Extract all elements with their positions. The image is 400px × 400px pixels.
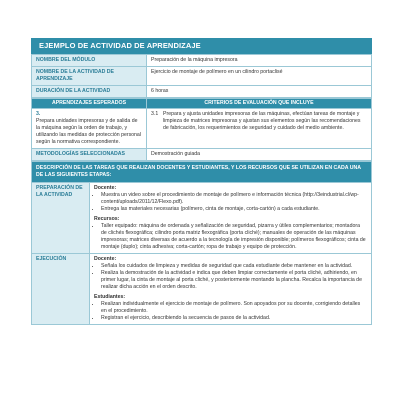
preparation-resources-list: [94, 223, 367, 251]
module-value: Preparación de la máquina impresora: [147, 55, 372, 67]
activity-value: Ejercicio de montaje de polímero en un cilindro portaclisé: [147, 67, 372, 86]
document-title: EJEMPLO DE ACTIVIDAD DE APRENDIZAJE: [31, 38, 372, 54]
activity-label: NOMBRE DE LA ACTIVIDAD DE APRENDIZAJE: [32, 67, 147, 86]
learning-table: [31, 98, 372, 161]
list-item: • Realizan individualmente el ejercicio de montaje de polímero. Son apoyados por su docente, corrigiendo detalles en el procedimiento.: [101, 301, 367, 315]
preparation-label: PREPARACIÓN DE LA ACTIVIDAD: [32, 183, 90, 254]
activity-document: [31, 38, 372, 325]
execution-students-label: Estudiantes:: [94, 294, 126, 300]
criteria-number: 3.1: [151, 111, 159, 117]
preparation-teacher-list: [94, 192, 367, 213]
criteria-text: Prepara y ajusta unidades impresoras de las máquinas, efectúan tareas de montaje y limpieza de matrices impresoras y ajustan sus elementos según las recomendaciones de fabricación, los requerimientos de seguridad y cuidado del medio ambiente.: [163, 111, 361, 131]
module-info-table: [31, 54, 372, 98]
list-item: • Realiza la demostración de la actividad e indica que deben limpiar correctamente el porta cliché, adhiriendo, en primer lugar, la cinta de montaje al porta cliché, y posteriormente montando la plancha. Recalca la importancia de realizar dicha acción en el orden descrito.: [101, 270, 367, 291]
criteria-cell: [147, 109, 372, 149]
execution-students-list: [94, 301, 367, 322]
expected-learning-number: 3.: [36, 111, 41, 117]
expected-learning-text: Prepara unidades impresoras y de salida de la máquina según la orden de trabajo, y utilizando las medidas de protección personal según la normativa correspondiente.: [36, 118, 141, 145]
expected-learning-header: APRENDIZAJES ESPERADOS: [32, 99, 147, 109]
methodology-label: METODOLOGÍAS SELECCIONADAS: [32, 149, 147, 161]
duration-label: DURACIÓN DE LA ACTIVIDAD: [32, 86, 147, 98]
list-item: • Registran el ejercicio, describiendo la secuencia de pasos de la actividad.: [101, 315, 367, 322]
preparation-content: [90, 183, 372, 254]
execution-row: [32, 254, 372, 325]
list-item: • Señala los cuidados de limpieza y medidas de seguridad que cada estudiante debe mantener en la actividad.: [101, 263, 367, 270]
preparation-teacher-label: Docente:: [94, 185, 117, 191]
tasks-table: [31, 161, 372, 325]
methodology-row: [32, 149, 372, 161]
learning-content-row: [32, 109, 372, 149]
preparation-row: [32, 183, 372, 254]
methodology-value: Demostración guiada: [147, 149, 372, 161]
module-row: [32, 55, 372, 67]
execution-label: EJECUCIÓN: [32, 254, 90, 325]
execution-teacher-list: [94, 263, 367, 291]
expected-learning-cell: [32, 109, 147, 149]
tasks-header: DESCRIPCIÓN DE LAS TAREAS QUE REALIZAN DOCENTES Y ESTUDIANTES, Y LOS RECURSOS QUE SE UTILIZAN EN CADA UNA DE LAS SIGUIENTES ETAPAS:: [32, 162, 372, 183]
execution-teacher-label: Docente:: [94, 256, 117, 262]
list-item: • Taller equipado: máquina de ordenada y señalización de seguridad, pizarra y útiles complementarios; montadora de clichés flexográfica; cilindro porta matriz flexográfica (porta cliché); manuales de operación de las máquinas impresoras; matrices diversas de acuerdo a la tecnología de impresión disponible; polímeros flexográficos; cinta de montaje (duplo); cinta adhesiva; corta-cartón; ropa de trabajo y equipo de protección.: [101, 223, 367, 251]
activity-row: [32, 67, 372, 86]
tasks-header-row: [32, 162, 372, 183]
module-label: NOMBRE DEL MÓDULO: [32, 55, 147, 67]
duration-row: [32, 86, 372, 98]
list-item: • Entrega las materiales necesarias (polímero, cinta de montaje, corta-cartón) a cada estudiante.: [101, 206, 367, 213]
preparation-resources-label: Recursos:: [94, 216, 120, 222]
duration-value: 6 horas: [147, 86, 372, 98]
list-item: • Muestra un video sobre el procedimiento de montaje de polímero e información técnica (http://3eindustrial.cl/wp-content/uploads/2011/12/Flexo.pdf).: [101, 192, 367, 206]
execution-content: [90, 254, 372, 325]
criteria-header: CRITERIOS DE EVALUACIÓN QUE INCLUYE: [147, 99, 372, 109]
learning-header-row: [32, 99, 372, 109]
